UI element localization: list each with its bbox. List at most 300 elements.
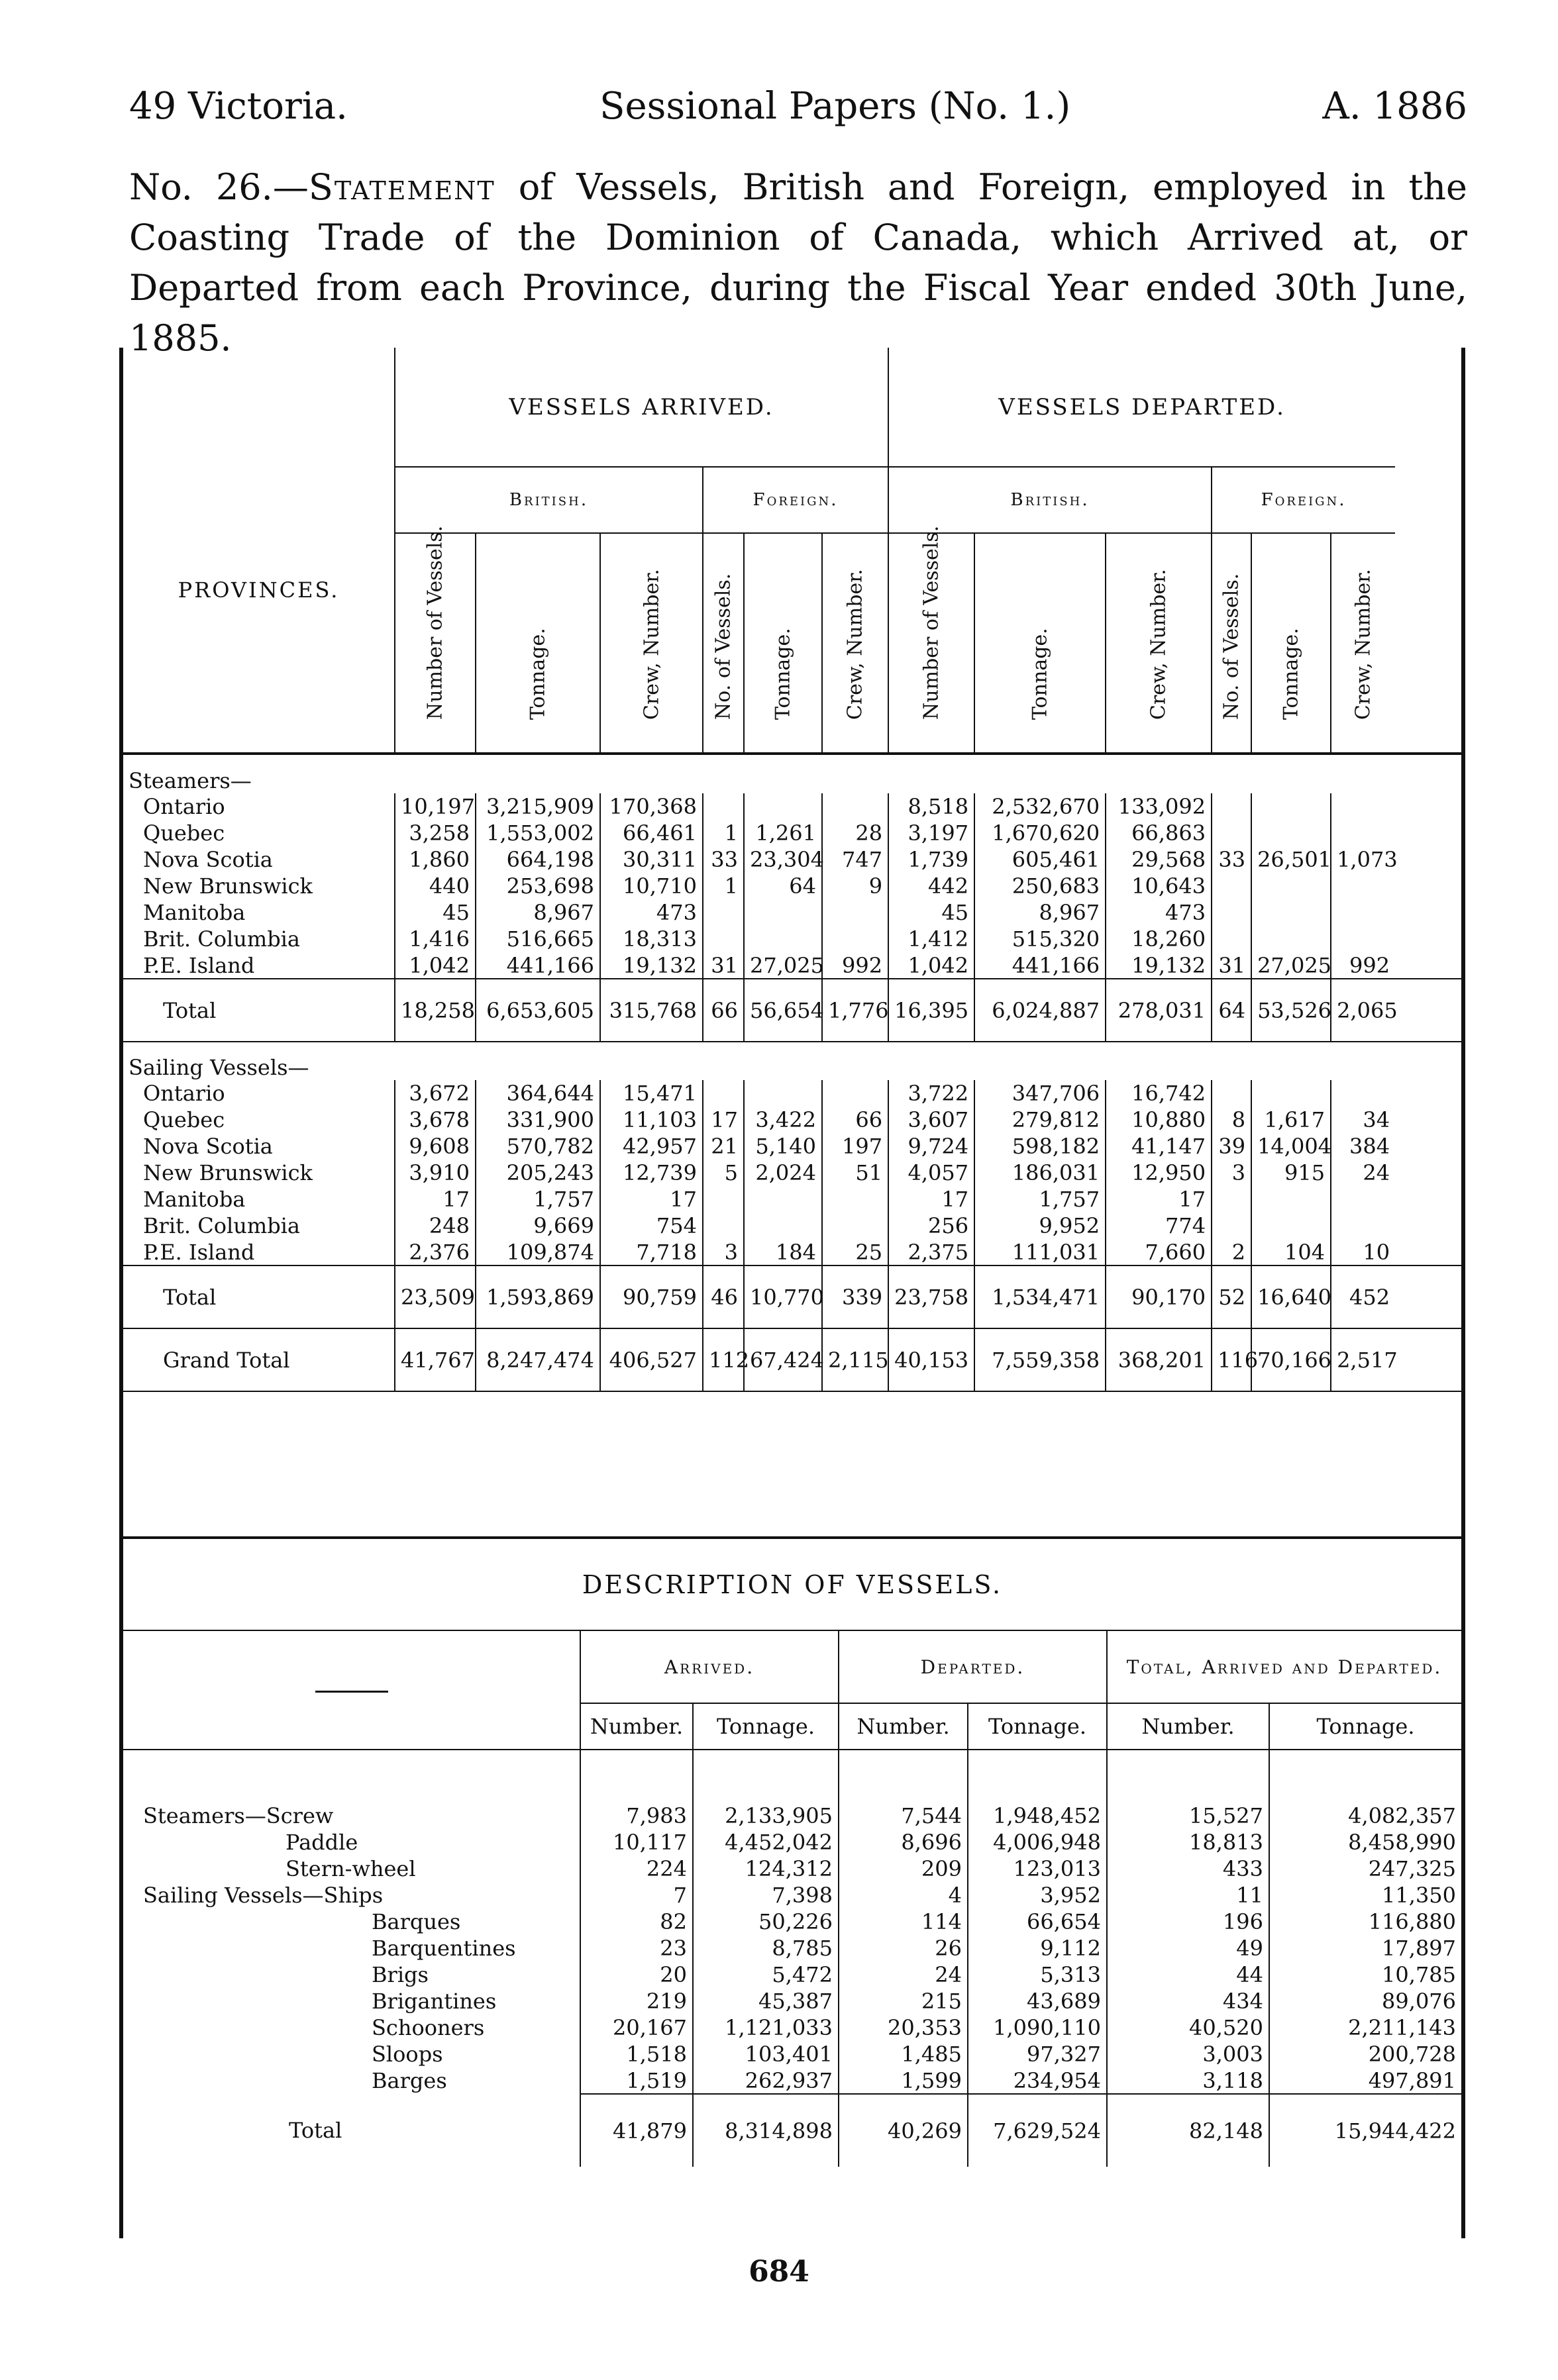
total-value: 10,770 — [744, 1265, 822, 1328]
table-row — [123, 1909, 1461, 1935]
cell-value: 51 — [822, 1160, 888, 1186]
cell-value — [744, 1186, 822, 1213]
cell-value: 442 — [888, 873, 974, 899]
cell-value: 82 — [580, 1909, 693, 1935]
row-spacer — [1395, 1160, 1461, 1186]
total-value: 52 — [1212, 1265, 1251, 1328]
cell-value: 1,042 — [888, 952, 974, 979]
cell-value: 5,472 — [693, 1961, 839, 1988]
row-spacer — [1395, 1239, 1461, 1265]
cell-value: 434 — [1107, 1988, 1269, 2014]
table-row — [123, 1213, 1461, 1239]
cell-value: 64 — [744, 873, 822, 899]
cell-value: 111,031 — [974, 1239, 1106, 1265]
total-value: 6,024,887 — [974, 979, 1106, 1042]
cell-value: 33 — [1212, 846, 1251, 873]
cell-value — [1212, 873, 1251, 899]
col-arr-for-crew: Crew, Number. — [843, 569, 867, 720]
cell-value: 7,398 — [693, 1882, 839, 1909]
arrived-foreign-header: Foreign. — [703, 467, 888, 533]
cell-value: 28 — [822, 820, 888, 846]
cell-value: 3,118 — [1107, 2067, 1269, 2094]
cell-value: 30,311 — [600, 846, 703, 873]
province-label: Ontario — [143, 1081, 225, 1106]
cell-value: 7,718 — [600, 1239, 703, 1265]
desc-tot-tonnage: Tonnage. — [1269, 1703, 1461, 1750]
sailing-label: Sailing Vessels— — [129, 1055, 309, 1080]
cell-value: 384 — [1331, 1133, 1395, 1160]
cell-value: 10,643 — [1106, 873, 1212, 899]
cell-value — [1212, 1213, 1251, 1239]
cell-value: 29,568 — [1106, 846, 1212, 873]
vessel-type-label: Steamers—Screw — [143, 1803, 334, 1828]
table-row — [123, 2014, 1461, 2041]
table-row — [123, 1856, 1461, 1882]
col-dep-brit-tonnage: Tonnage. — [1028, 628, 1052, 720]
cell-value: 66,863 — [1106, 820, 1212, 846]
cell-value: 205,243 — [476, 1160, 600, 1186]
table-row — [123, 1186, 1461, 1213]
cell-value: 10,710 — [600, 873, 703, 899]
total-value: 112 — [703, 1328, 744, 1391]
cell-value — [744, 1213, 822, 1239]
cell-value: 39 — [1212, 1133, 1251, 1160]
table-row — [123, 1107, 1461, 1133]
vessel-type-label: Brigs — [372, 1962, 429, 1987]
col-arr-brit-crew: Crew, Number. — [640, 569, 663, 720]
cell-value: 3,003 — [1107, 2041, 1269, 2067]
table-row — [123, 793, 1461, 820]
cell-value: 66,654 — [968, 1909, 1107, 1935]
cell-value: 1,121,033 — [693, 2014, 839, 2041]
cell-value — [822, 1186, 888, 1213]
total-row — [123, 1328, 1461, 1391]
cell-value — [744, 1080, 822, 1107]
cell-value: 774 — [1106, 1213, 1212, 1239]
cell-value: 10,197 — [395, 793, 476, 820]
description-table — [123, 1536, 1461, 2167]
row-spacer — [1395, 1213, 1461, 1239]
cell-value: 31 — [703, 952, 744, 979]
cell-value: 2,375 — [888, 1239, 974, 1265]
province-label: P.E. Island — [143, 1239, 255, 1265]
cell-value: 26,501 — [1251, 846, 1331, 873]
province-label: Brit. Columbia — [143, 1213, 300, 1238]
cell-value: 1,412 — [888, 926, 974, 952]
row-spacer — [1395, 846, 1461, 873]
cell-value: 473 — [600, 899, 703, 926]
vessel-type-label: Barques — [372, 1909, 461, 1934]
table-row — [123, 1803, 1461, 1829]
cell-value: 1,948,452 — [968, 1803, 1107, 1829]
cell-value: 18,313 — [600, 926, 703, 952]
cell-value: 2,024 — [744, 1160, 822, 1186]
col-dep-brit-vessels: Number of Vessels. — [919, 525, 943, 720]
cell-value: 8,696 — [839, 1829, 968, 1856]
cell-value: 11,350 — [1269, 1882, 1461, 1909]
cell-value — [1331, 873, 1395, 899]
cell-value: 8,785 — [693, 1935, 839, 1961]
total-row — [123, 979, 1461, 1042]
total-value: 452 — [1331, 1265, 1395, 1328]
cell-value: 3,422 — [744, 1107, 822, 1133]
cell-value: 15,471 — [600, 1080, 703, 1107]
table-row — [123, 1882, 1461, 1909]
cell-value: 664,198 — [476, 846, 600, 873]
total-value: 1,593,869 — [476, 1265, 600, 1328]
page-number: 684 — [749, 2255, 809, 2289]
cell-value: 1,670,620 — [974, 820, 1106, 846]
province-label: Manitoba — [143, 900, 246, 925]
cell-value — [1212, 820, 1251, 846]
cell-value: 1,519 — [580, 2067, 693, 2094]
cell-value: 23 — [580, 1935, 693, 1961]
cell-value: 3 — [703, 1239, 744, 1265]
cell-value: 3,197 — [888, 820, 974, 846]
cell-value: 104 — [1251, 1239, 1331, 1265]
cell-value: 1,757 — [476, 1186, 600, 1213]
cell-value: 16,742 — [1106, 1080, 1212, 1107]
province-label: Ontario — [143, 794, 225, 819]
cell-value: 515,320 — [974, 926, 1106, 952]
cell-value: 915 — [1251, 1160, 1331, 1186]
arrived-header: VESSELS ARRIVED. — [395, 348, 888, 467]
cell-value — [703, 1213, 744, 1239]
desc-arr-number: Number. — [580, 1703, 693, 1750]
cell-value: 45 — [888, 899, 974, 926]
col-dep-for-vessels: No. of Vessels. — [1220, 573, 1243, 720]
table-row — [123, 2041, 1461, 2067]
table-row — [123, 2067, 1461, 2094]
cell-value: 109,874 — [476, 1239, 600, 1265]
cell-value: 50,226 — [693, 1909, 839, 1935]
total-value: 70,166 — [1251, 1328, 1331, 1391]
vessels-table — [123, 348, 1461, 1392]
cell-value: 364,644 — [476, 1080, 600, 1107]
vessel-type-label: Brigantines — [372, 1989, 497, 2014]
cell-value — [1212, 926, 1251, 952]
header-dash — [315, 1691, 388, 1693]
desc-tot-number: Number. — [1107, 1703, 1269, 1750]
cell-value — [1212, 1080, 1251, 1107]
cell-value: 66,461 — [600, 820, 703, 846]
cell-value: 219 — [580, 1988, 693, 2014]
cell-value: 754 — [600, 1213, 703, 1239]
cell-value: 27,025 — [1251, 952, 1331, 979]
cell-value — [1331, 793, 1395, 820]
cell-value: 124,312 — [693, 1856, 839, 1882]
cell-value: 12,950 — [1106, 1160, 1212, 1186]
cell-value: 49 — [1107, 1935, 1269, 1961]
cell-value: 570,782 — [476, 1133, 600, 1160]
cell-value — [1331, 1186, 1395, 1213]
cell-value: 18,813 — [1107, 1829, 1269, 1856]
cell-value: 8,967 — [974, 899, 1106, 926]
total-value: 23,758 — [888, 1265, 974, 1328]
cell-value: 41,147 — [1106, 1133, 1212, 1160]
cell-value: 1,757 — [974, 1186, 1106, 1213]
cell-value: 2,532,670 — [974, 793, 1106, 820]
row-spacer — [1395, 952, 1461, 979]
total-value: 23,509 — [395, 1265, 476, 1328]
cell-value: 3 — [1212, 1160, 1251, 1186]
table-row — [123, 1133, 1461, 1160]
cell-value: 18,260 — [1106, 926, 1212, 952]
vessel-type-label: Barquentines — [372, 1936, 516, 1961]
cell-value — [744, 926, 822, 952]
cell-value: 3,258 — [395, 820, 476, 846]
cell-value: 27,025 — [744, 952, 822, 979]
cell-value: 4,057 — [888, 1160, 974, 1186]
cell-value: 516,665 — [476, 926, 600, 952]
cell-value: 5,140 — [744, 1133, 822, 1160]
cell-value — [1251, 899, 1331, 926]
cell-value: 262,937 — [693, 2067, 839, 2094]
cell-value: 1,261 — [744, 820, 822, 846]
table-row — [123, 820, 1461, 846]
provinces-header: PROVINCES. — [123, 348, 395, 754]
total-value: 15,944,422 — [1269, 2094, 1461, 2167]
arrived-british-header: British. — [395, 467, 703, 533]
cell-value: 17 — [395, 1186, 476, 1213]
description-title: DESCRIPTION OF VESSELS. — [123, 1538, 1461, 1630]
cell-value: 605,461 — [974, 846, 1106, 873]
cell-value: 116,880 — [1269, 1909, 1461, 1935]
row-spacer — [1395, 1133, 1461, 1160]
header-center: Sessional Papers (No. 1.) — [599, 84, 1071, 128]
province-label: Quebec — [143, 820, 225, 846]
row-spacer — [1395, 926, 1461, 952]
total-label: Total — [289, 2118, 342, 2143]
cell-value: 3,952 — [968, 1882, 1107, 1909]
cell-value: 1,599 — [839, 2067, 968, 2094]
cell-value — [1331, 1213, 1395, 1239]
departed-header: VESSELS DEPARTED. — [888, 348, 1395, 467]
cell-value: 5 — [703, 1160, 744, 1186]
cell-value: 11 — [1107, 1882, 1269, 1909]
cell-value: 4,006,948 — [968, 1829, 1107, 1856]
cell-value: 2,133,905 — [693, 1803, 839, 1829]
cell-value: 17 — [1106, 1186, 1212, 1213]
table-row — [123, 1829, 1461, 1856]
col-arr-brit-vessels: Number of Vessels. — [423, 525, 447, 720]
cell-value: 15,527 — [1107, 1803, 1269, 1829]
cell-value: 250,683 — [974, 873, 1106, 899]
cell-value: 10 — [1331, 1239, 1395, 1265]
cell-value: 1 — [703, 873, 744, 899]
steamers-total — [123, 979, 1461, 1042]
total-value: 116 — [1212, 1328, 1251, 1391]
cell-value: 992 — [822, 952, 888, 979]
cell-value: 1,518 — [580, 2041, 693, 2067]
total-value: 67,424 — [744, 1328, 822, 1391]
cell-value: 3,607 — [888, 1107, 974, 1133]
vessel-type-label: Schooners — [372, 2015, 485, 2040]
col-arr-for-tonnage: Tonnage. — [771, 628, 795, 720]
cell-value — [1251, 1186, 1331, 1213]
cell-value: 170,368 — [600, 793, 703, 820]
col-dep-for-crew: Crew, Number. — [1351, 569, 1375, 720]
cell-value — [703, 1186, 744, 1213]
total-value: 46 — [703, 1265, 744, 1328]
cell-value: 200,728 — [1269, 2041, 1461, 2067]
total-value: 1,534,471 — [974, 1265, 1106, 1328]
cell-value: 19,132 — [600, 952, 703, 979]
cell-value: 34 — [1331, 1107, 1395, 1133]
province-label: Brit. Columbia — [143, 926, 300, 952]
cell-value — [1251, 820, 1331, 846]
cell-value: 11,103 — [600, 1107, 703, 1133]
province-label: Quebec — [143, 1107, 225, 1132]
total-value: 1,776 — [822, 979, 888, 1042]
cell-value: 17 — [703, 1107, 744, 1133]
cell-value: 184 — [744, 1239, 822, 1265]
cell-value: 497,891 — [1269, 2067, 1461, 2094]
cell-value — [1331, 899, 1395, 926]
header-left: 49 Victoria. — [129, 84, 348, 128]
cell-value: 123,013 — [968, 1856, 1107, 1882]
cell-value — [1331, 1080, 1395, 1107]
cell-value: 215 — [839, 1988, 968, 2014]
statement-title — [129, 162, 1467, 364]
row-spacer — [1395, 820, 1461, 846]
cell-value: 45 — [395, 899, 476, 926]
cell-value — [1251, 873, 1331, 899]
cell-value: 97,327 — [968, 2041, 1107, 2067]
cell-value: 20,167 — [580, 2014, 693, 2041]
desc-dep-tonnage: Tonnage. — [968, 1703, 1107, 1750]
cell-value: 8,967 — [476, 899, 600, 926]
cell-value: 40,520 — [1107, 2014, 1269, 2041]
title-statement-word: Statement — [308, 166, 495, 208]
cell-value — [703, 926, 744, 952]
total-value: 41,767 — [395, 1328, 476, 1391]
total-value: 90,759 — [600, 1265, 703, 1328]
cell-value: 433 — [1107, 1856, 1269, 1882]
total-value: 368,201 — [1106, 1328, 1212, 1391]
cell-value: 1,042 — [395, 952, 476, 979]
total-value: 40,269 — [839, 2094, 968, 2167]
description-total — [123, 2094, 1461, 2167]
cell-value: 17,897 — [1269, 1935, 1461, 1961]
cell-value — [822, 793, 888, 820]
total-value: 82,148 — [1107, 2094, 1269, 2167]
table-row — [123, 952, 1461, 979]
province-label: New Brunswick — [143, 873, 313, 899]
vessel-type-label: Barges — [372, 2068, 447, 2093]
row-spacer — [1395, 793, 1461, 820]
grand-total — [123, 1328, 1461, 1391]
col-arr-brit-tonnage: Tonnage. — [526, 628, 550, 720]
cell-value: 1,860 — [395, 846, 476, 873]
total-value: 406,527 — [600, 1328, 703, 1391]
cell-value: 89,076 — [1269, 1988, 1461, 2014]
cell-value: 1 — [703, 820, 744, 846]
table-row — [123, 926, 1461, 952]
cell-value: 248 — [395, 1213, 476, 1239]
cell-value: 441,166 — [476, 952, 600, 979]
cell-value — [1212, 899, 1251, 926]
desc-arr-tonnage: Tonnage. — [693, 1703, 839, 1750]
cell-value: 43,689 — [968, 1988, 1107, 2014]
total-value: 90,170 — [1106, 1265, 1212, 1328]
cell-value — [703, 899, 744, 926]
cell-value: 3,678 — [395, 1107, 476, 1133]
cell-value: 7 — [580, 1882, 693, 1909]
cell-value — [703, 793, 744, 820]
cell-value: 7,660 — [1106, 1239, 1212, 1265]
cell-value: 186,031 — [974, 1160, 1106, 1186]
cell-value: 42,957 — [600, 1133, 703, 1160]
cell-value: 21 — [703, 1133, 744, 1160]
cell-value: 7,983 — [580, 1803, 693, 1829]
cell-value: 7,544 — [839, 1803, 968, 1829]
total-value: 2,065 — [1331, 979, 1395, 1042]
cell-value: 347,706 — [974, 1080, 1106, 1107]
cell-value: 20,353 — [839, 2014, 968, 2041]
table-row — [123, 1988, 1461, 2014]
vessel-type-label: Sloops — [372, 2042, 443, 2067]
total-value: 339 — [822, 1265, 888, 1328]
departed-foreign-header: Foreign. — [1212, 467, 1395, 533]
cell-value: 31 — [1212, 952, 1251, 979]
desc-departed-header: Departed. — [839, 1630, 1107, 1703]
row-spacer — [1395, 1328, 1461, 1391]
cell-value: 209 — [839, 1856, 968, 1882]
title-prefix: No. 26.— — [129, 166, 309, 208]
row-spacer — [1395, 1080, 1461, 1107]
cell-value: 44 — [1107, 1961, 1269, 1988]
cell-value: 5,313 — [968, 1961, 1107, 1988]
cell-value: 3,910 — [395, 1160, 476, 1186]
cell-value: 331,900 — [476, 1107, 600, 1133]
col-dep-brit-crew: Crew, Number. — [1147, 569, 1170, 720]
row-spacer — [1395, 1107, 1461, 1133]
desc-dep-number: Number. — [839, 1703, 968, 1750]
cell-value: 196 — [1107, 1909, 1269, 1935]
province-label: P.E. Island — [143, 952, 255, 978]
total-row — [123, 1265, 1461, 1328]
total-row — [123, 2094, 1461, 2167]
title-rest: of Vessels, British and Foreign, employed in the Coasting Trade of the Dominion of Canada, which Arrived at, or Departed from each Province, during the Fiscal Year ended 30th June, 1885. — [129, 166, 1467, 359]
cell-value: 9,608 — [395, 1133, 476, 1160]
cell-value: 9,952 — [974, 1213, 1106, 1239]
cell-value: 3,672 — [395, 1080, 476, 1107]
cell-value: 224 — [580, 1856, 693, 1882]
cell-value: 473 — [1106, 899, 1212, 926]
cell-value — [1251, 926, 1331, 952]
cell-value: 8 — [1212, 1107, 1251, 1133]
cell-value: 1,416 — [395, 926, 476, 952]
description-rows — [123, 1803, 1461, 2094]
cell-value: 2 — [1212, 1239, 1251, 1265]
cell-value: 2,376 — [395, 1239, 476, 1265]
row-spacer — [1395, 1186, 1461, 1213]
total-label: Grand Total — [123, 1328, 395, 1391]
cell-value — [822, 1080, 888, 1107]
cell-value: 4 — [839, 1882, 968, 1909]
cell-value: 3,215,909 — [476, 793, 600, 820]
cell-value: 2,211,143 — [1269, 2014, 1461, 2041]
cell-value: 17 — [600, 1186, 703, 1213]
total-value: 16,640 — [1251, 1265, 1331, 1328]
total-value: 2,115 — [822, 1328, 888, 1391]
cell-value: 253,698 — [476, 873, 600, 899]
cell-value: 3,722 — [888, 1080, 974, 1107]
cell-value — [822, 899, 888, 926]
cell-value: 1,485 — [839, 2041, 968, 2067]
cell-value: 10,880 — [1106, 1107, 1212, 1133]
